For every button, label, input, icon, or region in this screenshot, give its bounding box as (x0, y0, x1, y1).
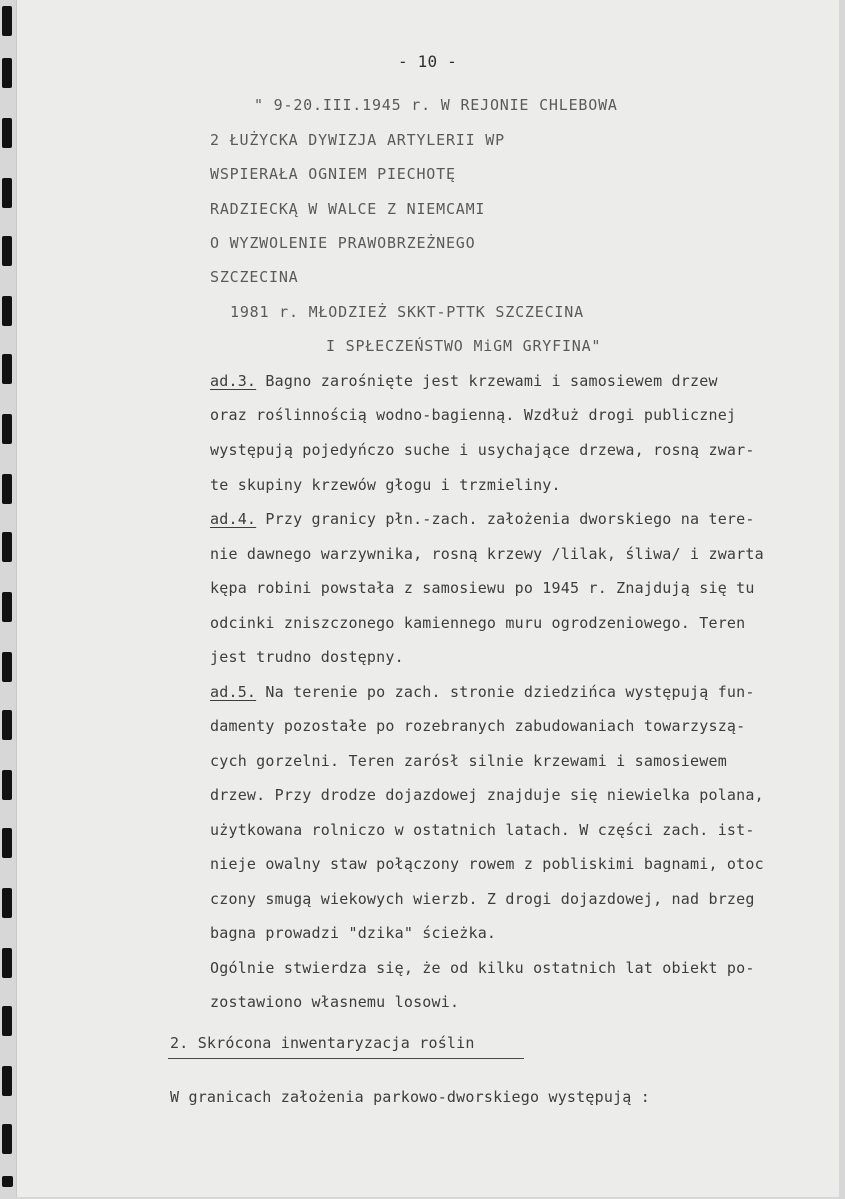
inscription-line: SZCZECINA (210, 268, 299, 286)
binder-hole (2, 58, 12, 88)
paragraph-line: drzew. Przy drodze dojazdowej znajduje się niewielka polana, (210, 786, 764, 804)
item-text: Na terenie po zach. stronie dziedzińca występują fun- (256, 683, 755, 701)
binder-hole (2, 592, 12, 622)
paragraph-line (210, 372, 718, 390)
paragraph-line: te skupiny krzewów głogu i trzmieliny. (210, 476, 561, 494)
paragraph-line: jest trudno dostępny. (210, 648, 404, 666)
inscription-line: 2 ŁUŻYCKA DYWIZJA ARTYLERII WP (210, 131, 505, 149)
inscription-line: WSPIERAŁA OGNIEM PIECHOTĘ (210, 165, 456, 183)
binder-hole (2, 6, 12, 36)
binder-hole (2, 828, 12, 858)
paragraph-line: nie dawnego warzywnika, rosną krzewy /lilak, śliwa/ i zwarta (210, 545, 764, 563)
paragraph-line: Ogólnie stwierdza się, że od kilku ostatnich lat obiekt po- (210, 959, 755, 977)
binder-hole (2, 1176, 13, 1187)
page-number: - 10 - (398, 52, 457, 71)
binder-hole (2, 1066, 12, 1096)
paragraph-line: kępa robini powstała z samosiewu po 1945 r. Znajdują się tu (210, 579, 755, 597)
binder-hole (2, 888, 12, 918)
paragraph-line: cych gorzelni. Teren zarósł silnie krzewami i samosiewem (210, 752, 727, 770)
paragraph-line: użytkowana rolniczo w ostatnich latach. W części zach. ist- (210, 821, 755, 839)
binder-hole (2, 652, 12, 682)
paragraph-line (210, 683, 755, 701)
inscription-line: I SPŁECZEŃSTWO MiGM GRYFINA" (326, 337, 602, 355)
binder-hole (2, 1006, 12, 1036)
item-label: ad.5. (210, 683, 257, 701)
binder-hole (2, 236, 12, 266)
inscription-line: RADZIECKĄ W WALCE Z NIEMCAMI (210, 200, 486, 218)
inscription-line: O WYZWOLENIE PRAWOBRZEŻNEGO (210, 234, 476, 252)
paragraph-line: nieje owalny staw połączony rowem z pobliskimi bagnami, otoc (210, 855, 764, 873)
heading-underline (168, 1058, 524, 1059)
binder-hole (2, 414, 12, 444)
binder-hole (2, 474, 12, 504)
paragraph-line: czony smugą wiekowych wierzb. Z drogi dojazdowej, nad brzeg (210, 890, 755, 908)
paragraph-line: odcinki zniszczonego kamiennego muru ogrodzeniowego. Teren (210, 614, 746, 632)
paragraph-line: występują pojedyńczo suche i usychające drzewa, rosną zwar- (210, 441, 755, 459)
binder-hole (2, 948, 12, 978)
item-text: Bagno zarośnięte jest krzewami i samosiewem drzew (256, 372, 718, 390)
section-intro: W granicach założenia parkowo-dworskiego występują : (170, 1088, 650, 1106)
paragraph-line: bagna prowadzi "dzika" ścieżka. (210, 924, 497, 942)
paragraph-line (210, 510, 755, 528)
paragraph-line: oraz roślinnością wodno-bagienną. Wzdłuż drogi publicznej (210, 406, 737, 424)
binder-hole (2, 532, 12, 562)
item-label: ad.3. (210, 372, 257, 390)
binder-hole (2, 296, 12, 326)
binder-hole (2, 1124, 12, 1154)
section-heading: 2. Skrócona inwentaryzacja roślin (170, 1034, 475, 1052)
item-label: ad.4. (210, 510, 257, 528)
paragraph-line: zostawiono własnemu losowi. (210, 993, 460, 1011)
item-text: Przy granicy płn.-zach. założenia dworskiego na tere- (256, 510, 755, 528)
paragraph-line: damenty pozostałe po rozebranych zabudowaniach towarzyszą- (210, 717, 746, 735)
binder-hole (2, 710, 12, 740)
binder-hole (2, 178, 12, 208)
inscription-line: 1981 r. MŁODZIEŻ SKKT-PTTK SZCZECINA (230, 303, 584, 321)
binder-hole (2, 118, 12, 148)
inscription-line: " 9-20.III.1945 r. W REJONIE CHLEBOWA (254, 96, 618, 114)
binder-hole (2, 354, 12, 384)
binder-hole (2, 770, 12, 800)
